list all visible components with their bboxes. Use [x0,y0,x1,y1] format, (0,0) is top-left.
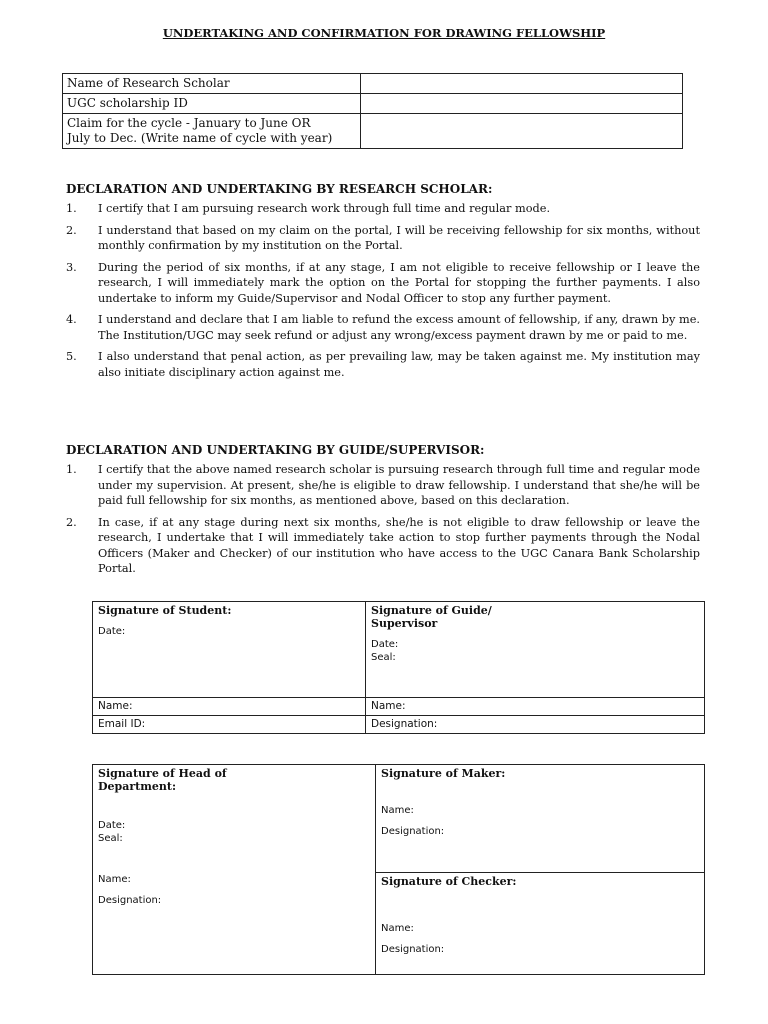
guide-date-label: Date: [371,639,399,650]
list-item: 1. I certify that I am pursuing research work through full time and regular mode. [66,202,551,215]
scholar-name-field[interactable] [361,74,683,94]
guide-seal-label: Seal: [371,652,396,663]
maker-designation-label: Designation: [381,826,445,837]
list-item: 2. I understand that based on my claim on the portal, I will be receiving fellowship for six months, without monthly confirmation by my institution on the Portal. [66,223,700,252]
claim-cycle-field[interactable] [361,114,683,149]
table-row [63,74,683,94]
checker-signature-cell[interactable] [376,873,705,975]
list-item: 2. In case, if at any stage during next six months, she/he is not eligible to draw fellowship or leave the research, I undertake that I will immediately take action to stop further payments through the Nodal Officers (Maker and Checker) of our institution who have access to the UGC Canara Bank Scholarship Portal. [66,515,700,575]
maker-signature-label: Signature of Maker: [381,767,506,780]
scholar-name-label: Name of Research Scholar [63,74,361,94]
claim-cycle-label-line1: Claim for the cycle - January to June OR [67,116,311,130]
guide-name-label[interactable]: Name: [366,698,705,716]
list-item: 5. I also understand that penal action, as per prevailing law, may be taken against me. My institution may also initiate disciplinary action against me. [66,350,700,379]
hod-signature-label-line2: Department: [98,780,177,793]
scholar-info-table [62,73,683,149]
list-item: 1. I certify that the above named research scholar is pursuing research through full time and regular mode under my supervision. At present, she/he is eligible to draw fellowship. I understand that she/he will be paid full fellowship for six months, as mentioned above, based on this declaration. [66,463,700,507]
table-row [93,602,705,698]
hod-date-label: Date: [98,820,126,831]
guide-signature-label-line2: Supervisor [371,617,438,630]
guide-declaration-heading: DECLARATION AND UNDERTAKING BY GUIDE/SUPERVISOR: [66,443,485,457]
guide-designation-label[interactable]: Designation: [366,716,705,734]
list-item: 4. I understand and declare that I am liable to refund the excess amount of fellowship, if any, drawn by me. The Institution/UGC may seek refund or adjust any wrong/excess payment drawn by me or paid to me. [66,313,700,342]
signature-table-hod-maker-checker [92,764,705,975]
maker-signature-cell[interactable] [376,765,705,873]
guide-signature-label-line1: Signature of Guide/ [371,604,492,617]
hod-designation-label: Designation: [98,895,162,906]
checker-signature-label: Signature of Checker: [381,875,517,888]
document-title: UNDERTAKING AND CONFIRMATION FOR DRAWING FELLOWSHIP [162,26,606,40]
scholar-declaration-heading: DECLARATION AND UNDERTAKING BY RESEARCH SCHOLAR: [66,182,493,196]
claim-cycle-label-line2: July to Dec. (Write name of cycle with year) [67,131,333,145]
hod-seal-label: Seal: [98,833,123,844]
guide-declaration-list [66,462,700,583]
scholarship-id-field[interactable] [361,94,683,114]
student-signature-label: Signature of Student: [98,604,232,617]
checker-designation-label: Designation: [381,944,445,955]
table-row [93,716,705,734]
student-name-label[interactable]: Name: [93,698,366,716]
hod-signature-label-line1: Signature of Head of [98,767,227,780]
guide-signature-cell[interactable] [366,602,705,698]
student-signature-cell[interactable] [93,602,366,698]
list-item: 3. During the period of six months, if at any stage, I am not eligible to receive fellowship or I leave the research, I will immediately mark the option on the Portal for stopping the further payments. I also undertake to inform my Guide/Supervisor and Nodal Officer to stop any further payment. [66,260,700,305]
checker-name-label: Name: [381,923,414,934]
signature-table-student-guide [92,601,705,734]
maker-name-label: Name: [381,805,414,816]
table-row [63,114,683,149]
student-email-label[interactable]: Email ID: [93,716,366,734]
scholar-declaration-list [66,201,700,386]
hod-name-label: Name: [98,874,131,885]
student-date-label: Date: [98,626,126,637]
table-row [93,765,705,873]
scholarship-id-label: UGC scholarship ID [63,94,361,114]
hod-signature-cell[interactable] [93,765,376,975]
table-row [93,698,705,716]
table-row [63,94,683,114]
claim-cycle-label [63,114,361,149]
